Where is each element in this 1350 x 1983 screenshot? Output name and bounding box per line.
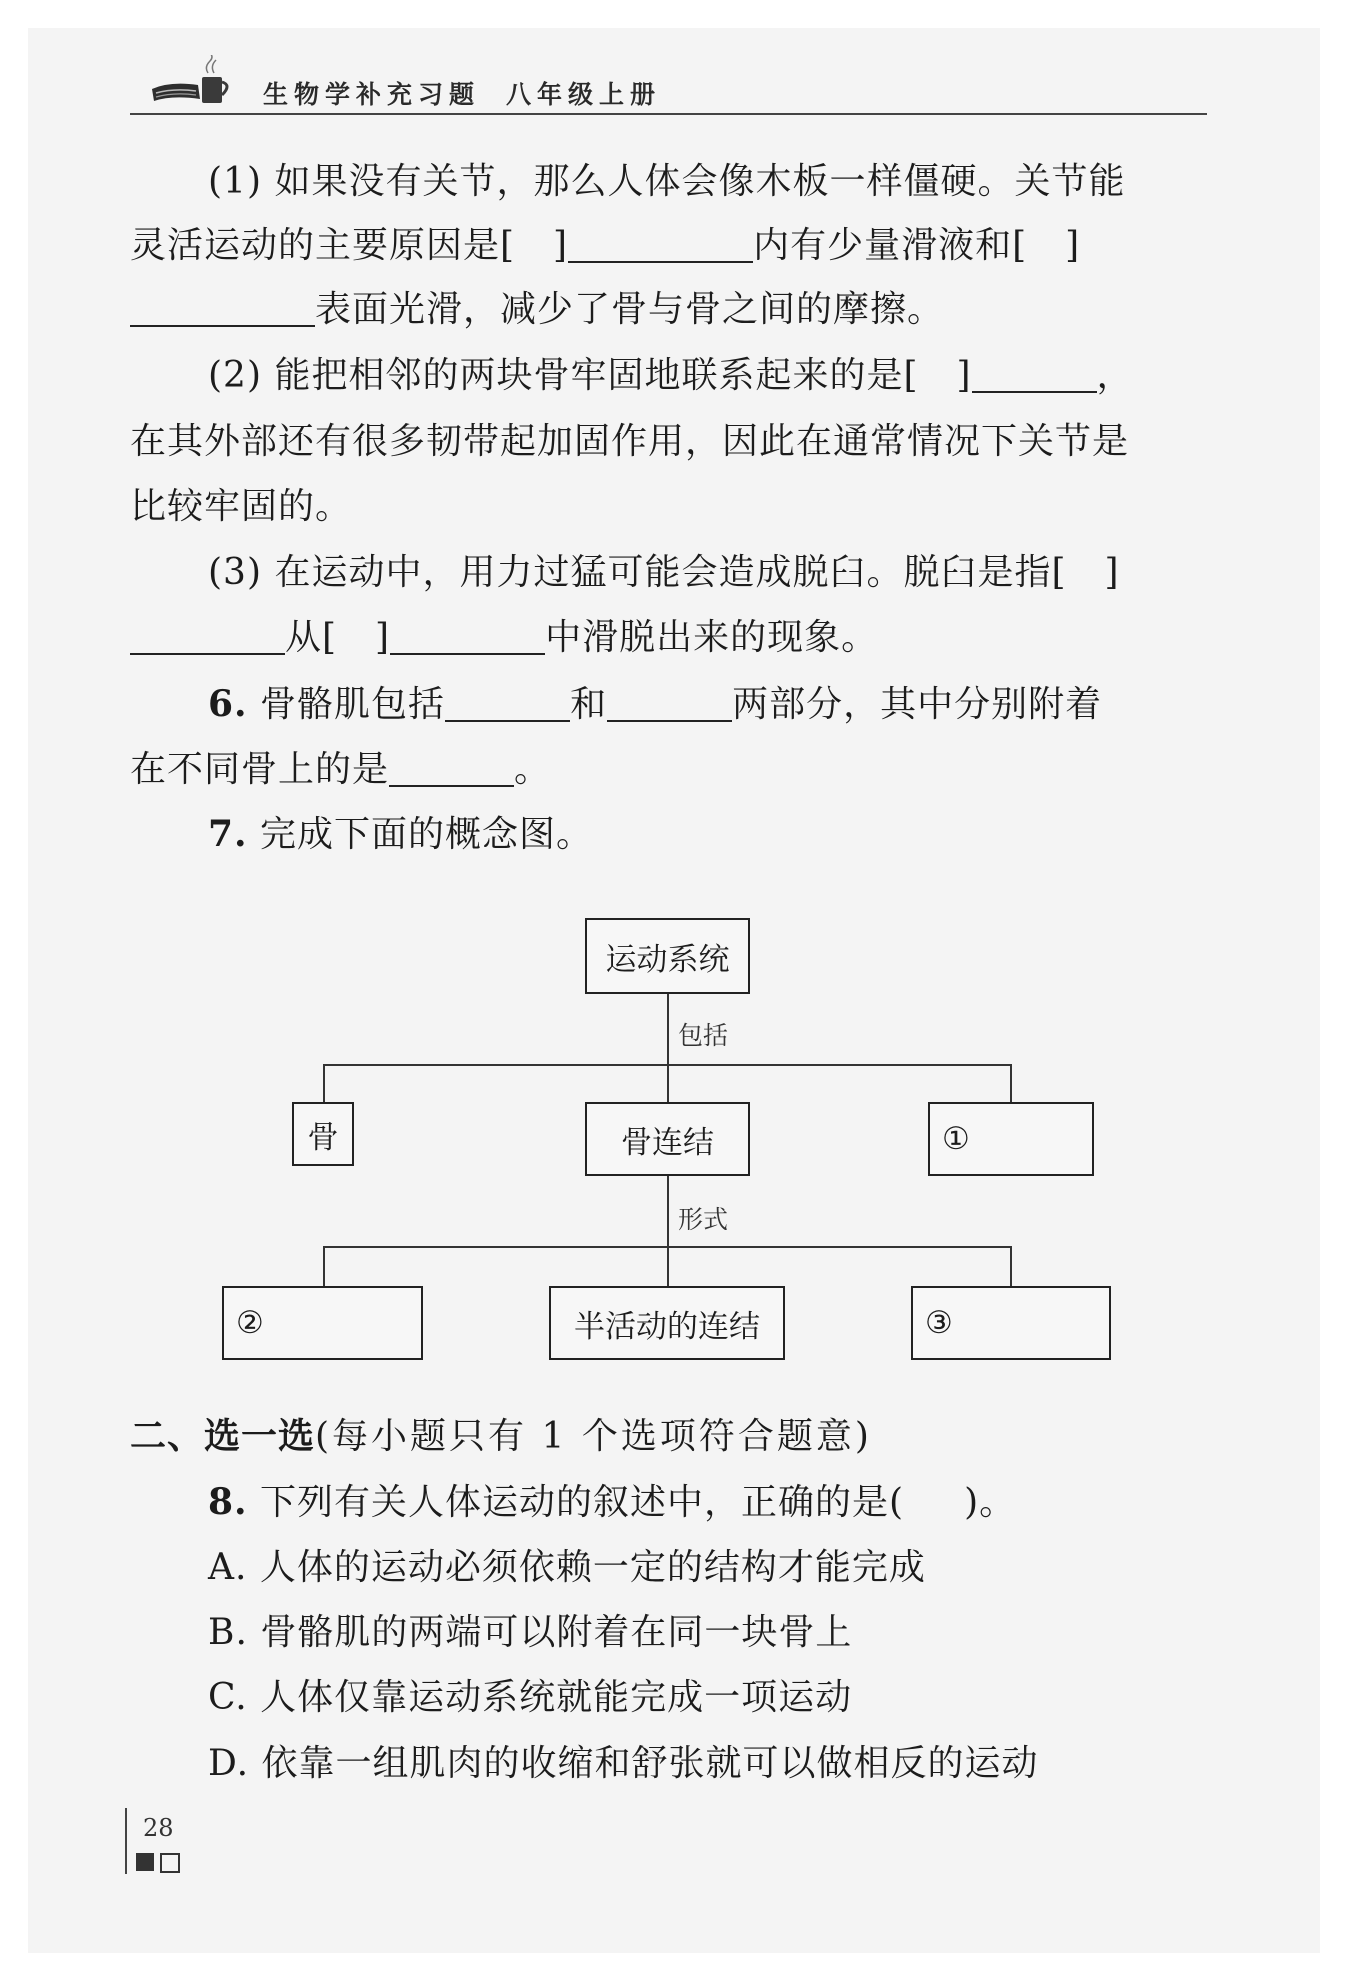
connector [667, 1176, 669, 1286]
page-header [150, 55, 1205, 117]
answer-blank[interactable] [607, 684, 732, 722]
q5-part1-line1: (1) 如果没有关节，那么人体会像木板一样僵硬。关节能 [208, 161, 1126, 202]
label-forms: 形式 [678, 1205, 729, 1234]
connector [323, 1064, 325, 1102]
question-number: 6. [208, 683, 248, 725]
answer-blank[interactable] [389, 749, 514, 787]
answer-blank[interactable] [568, 225, 753, 263]
connector [667, 994, 669, 1064]
header-title [263, 75, 661, 111]
q5-part2-line2: 在其外部还有很多韧带起加固作用，因此在通常情况下关节是 [130, 421, 1130, 462]
q8-option-d[interactable]: D. 依靠一组肌肉的收缩和舒张就可以做相反的运动 [208, 1743, 1039, 1784]
q5-part1-line3: 表面光滑，减少了骨与骨之间的摩擦。 [130, 288, 1210, 332]
answer-blank[interactable] [130, 617, 285, 655]
section-note: (每小题只有 1 个选项符合题意) [315, 1416, 872, 1457]
book-title: 生物学补充习题 [263, 80, 481, 109]
answer-blank[interactable] [130, 289, 315, 327]
empty-square-icon [160, 1853, 180, 1873]
q5-part1-line2: 灵活运动的主要原因是[ ] 内有少量滑液和[ ] [130, 225, 1081, 266]
node-blank-3[interactable]: ③ [911, 1286, 1111, 1360]
section-2-heading [130, 1414, 1210, 1459]
connector [1010, 1246, 1012, 1286]
q8-option-a[interactable]: A. 人体的运动必须依赖一定的结构才能完成 [208, 1547, 926, 1588]
label-includes: 包括 [678, 1021, 729, 1050]
node-blank-1[interactable]: ① [928, 1102, 1094, 1176]
connector [323, 1246, 1012, 1248]
q8-option-b[interactable]: B. 骨骼肌的两端可以附着在同一块骨上 [208, 1612, 853, 1653]
q5-part3-line2: 从[ ] 中滑脱出来的现象。 [130, 616, 1210, 660]
node-bone: 骨 [292, 1102, 354, 1166]
connector [323, 1246, 325, 1286]
footer-divider [125, 1808, 127, 1874]
answer-blank[interactable] [972, 355, 1097, 393]
q8-stem: 8. 下列有关人体运动的叙述中，正确的是( )。 [208, 1481, 1017, 1523]
answer-blank[interactable] [390, 617, 545, 655]
q7-line: 7. 完成下面的概念图。 [208, 813, 594, 855]
node-bone-joint: 骨连结 [585, 1102, 750, 1176]
node-semi-movable: 半活动的连结 [549, 1286, 785, 1360]
q6-line1: 6. 骨骼肌包括 和 两部分，其中分别附着 [208, 683, 1103, 725]
connector [667, 1064, 669, 1102]
q6-line2: 在不同骨上的是 。 [130, 749, 552, 790]
q5-part2-line1: (2) 能把相邻的两块骨牢固地联系起来的是[ ] ， [208, 355, 1134, 396]
grade-label: 八年级上册 [506, 80, 662, 109]
node-blank-2[interactable]: ② [222, 1286, 423, 1360]
question-number: 8. [208, 1481, 248, 1523]
q8-option-c[interactable]: C. 人体仅靠运动系统就能完成一项运动 [208, 1677, 853, 1718]
question-number: 7. [208, 813, 248, 855]
header-divider [130, 113, 1207, 115]
section-title: 二、选一选 [130, 1415, 316, 1457]
q5-part3-line1: (3) 在运动中，用力过猛可能会造成脱臼。脱臼是指[ ] [208, 552, 1120, 593]
book-and-cup-icon [150, 55, 240, 115]
filled-square-icon [136, 1853, 154, 1871]
q5-part2-line3: 比较牢固的。 [130, 486, 353, 527]
connector [1010, 1064, 1012, 1102]
node-motor-system: 运动系统 [585, 918, 750, 994]
answer-blank[interactable] [445, 684, 570, 722]
page-number: 28 [143, 1814, 174, 1842]
